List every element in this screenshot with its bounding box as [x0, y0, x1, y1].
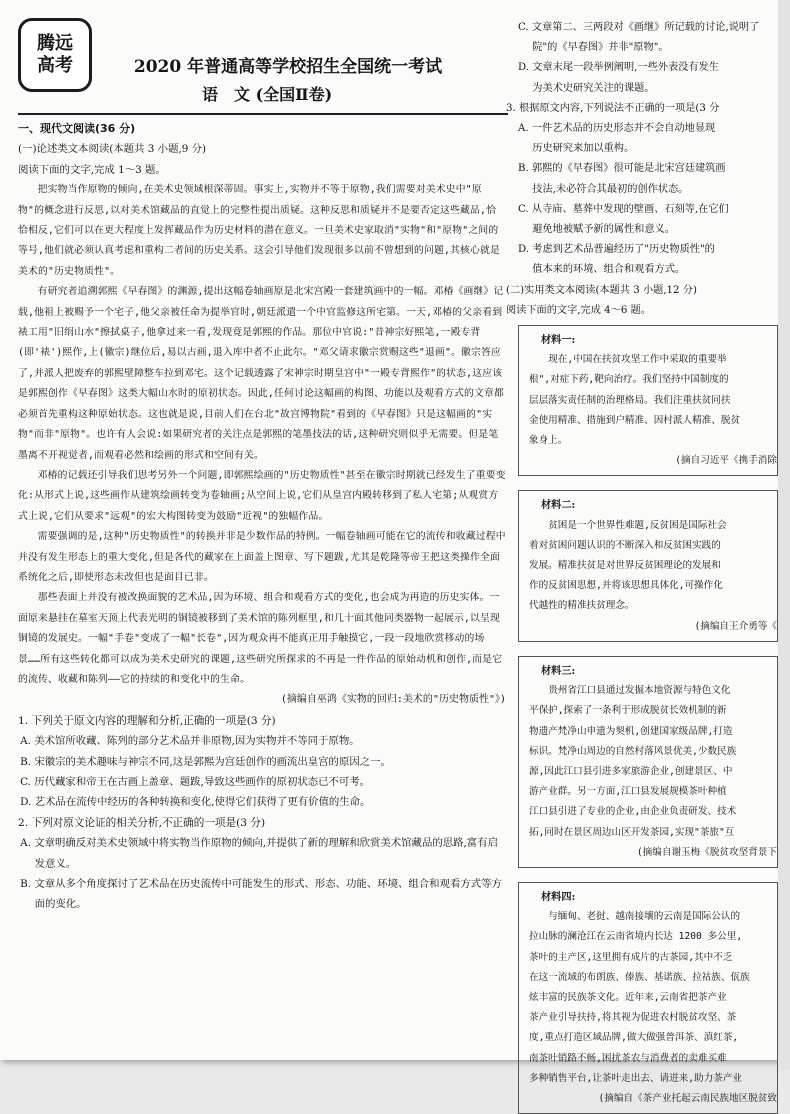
q3-option-a-cont: 历史研究来加以重构。	[532, 143, 635, 155]
material-line: 物遗产梵净山申遗为契机,创建国家级品牌,打造	[529, 725, 733, 737]
material-source: (摘自习近平《携手消除	[675, 455, 777, 467]
q3-option-c: C. 从寺庙、墓葬中发现的壁画、石刻等,在它们	[518, 203, 729, 215]
material-box-3	[518, 656, 778, 868]
material-line: 着对贫困问题认识的不断深入和反贫困实践的	[529, 539, 721, 551]
subject-heading	[202, 82, 332, 105]
material-line: 层层落实责任制的治理格局。我们注重扶贫同扶	[529, 394, 731, 406]
material-line: 多种销售平台,让茶叶走出去、请进来,助力茶产业	[529, 1072, 743, 1084]
logo-text-line1: 腾远	[37, 33, 73, 54]
material-line: 在这一流域的布朗族、傣族、基诺族、拉祜族、佤族	[529, 971, 750, 983]
subsection-title-2: (二)实用类文本阅读(本题共 3 小题,12 分)	[506, 284, 697, 296]
q2-option-c-cont: 院"的《早春图》并非"原物"。	[532, 42, 669, 54]
material-line: 茶产业引导扶持,将其视为促进农村脱贫攻坚、茶	[529, 1012, 737, 1024]
material-line: 现在,中国在扶贫攻坚工作中采取的重要举	[548, 354, 727, 366]
header-divider	[18, 113, 508, 115]
material-line: 象身上。	[529, 435, 568, 447]
material-line: 作的反贫困思想,并将该思想具体化,可操作化	[529, 580, 723, 592]
material-line: 平保护,探索了一条利于形成脱贫长效机制的新	[529, 705, 727, 717]
material-line: 炫丰富的民族茶文化。近年来,云南省把茶产业	[529, 991, 727, 1003]
article-paragraph: 那些表面上并没有被改换面貌的艺术品,因为环境、组合和观看方式的变化,也会成为再造的历史实体。一面原来悬挂在墓室天顶上代表光明的铜镜被移到了美术馆的陈列框里,和几十面其他同类器物一起展示,以呈现铜镜的发展史。一幅"手卷"变成了一幅"长卷",因为观众再不能真正用手触摸它,一段一段地欣赏移动的场景……所有这些转化都可以成为美术史研究的课题,这些研究所探求的不再是一件作品的原始动机和创作,而是它的流传、收藏和陈列——它的持续的和变化中的生命。	[18, 592, 503, 685]
subject-name: 语 文	[202, 85, 251, 104]
article-source: (摘编自巫鸿《实物的回归:美术的"历史物质性"》)	[280, 694, 506, 706]
material-line: 拓,同时在景区周边山区开发茶园,实现"茶旅"互	[529, 826, 735, 838]
q2-option-b: B. 文章从多个角度探讨了艺术品在历史流传中可能发生的形式、形态、功能、环境、组合和观看方式等方面的变化。	[20, 878, 502, 911]
material-box-2	[518, 490, 778, 641]
left-column	[18, 119, 506, 1019]
reading-instruction-1: 阅读下面的文字,完成 1～3 题。	[18, 163, 166, 176]
right-column	[506, 18, 778, 1104]
material-line: 茶叶的主产区,这里拥有成片的古茶园,其中不乏	[529, 951, 733, 963]
subsection-title-1: (一)论述类文本阅读(本题共 3 小题,9 分)	[18, 143, 207, 156]
material-line: 拉山脉的澜沧江在云南省境内长达 1200 多公里,	[529, 931, 743, 943]
q1-option-c: C. 历代藏家和帝王在古画上盖章、题跋,导致这些画作的原初状态已不可考。	[20, 776, 371, 788]
material-line: 标识。梵净山周边的自然村落风景优美,少数民族	[529, 745, 737, 757]
material-line: 游产业群。另一方面,江口县发展规模茶叶种植	[529, 786, 727, 798]
material-line: 源,因此江口县引进多家旅游企业,创建景区、中	[529, 765, 733, 777]
material-box-1	[518, 325, 778, 476]
q3-option-d-cont: 值本来的环境、组合和观看方式。	[532, 264, 686, 276]
material-label: 材料一:	[541, 334, 576, 347]
reading-instruction-2: 阅读下面的文字,完成 4～6 题。	[506, 304, 651, 316]
q2-option-d-cont: 为美术史研究关注的课题。	[532, 82, 655, 94]
material-line: 与缅甸、老挝、越南接壤的云南是国际公认的	[548, 911, 741, 923]
material-line: 代越性的精准扶贫理念。	[529, 600, 635, 612]
article-paragraph: 把实物当作原物的倾向,在美术史领域根深蒂固。事实上,实物并不等于原物,我们需要对美术史中"原物"的概念进行反思,以对美术馆藏品的直觉上的完整性提出质疑。这种反思和质疑并不是要否定这些藏品,恰恰相反,它们可以在更大程度上发挥藏品作为历史材料的潜在意义。一旦美术史家取消"实物"和"原物"之间的等号,他们就必须认真考虑和重构二者间的历史关系。这会引导他们发现很多以前不曾想到的问题,其核心就是美术的"历史物质性"。	[18, 184, 501, 277]
material-label: 材料三:	[541, 664, 576, 677]
question-2: 2. 下列对原文论证的相关分析,不正确的一项是(3 分)	[18, 816, 266, 829]
section-title: 一、现代文阅读(36 分)	[18, 122, 136, 135]
material-source: (摘编自谢玉梅《脱贫攻坚背景下	[636, 846, 777, 858]
material-line: 贫困是一个世界性难题,反贫困是国际社会	[548, 519, 727, 531]
article-paragraph: 有研究者追溯郭熙《早春图》的渊源,提出这幅卷轴画原是北宋宫殿一套建筑画中的一幅。邓椿《画继》记载,他祖上被赐予一个宅子,他父亲被任命为提举官时,朝廷派遣一个中官监修这所宅第。一天,邓椿的父亲看到裱工用"旧绢山水"擦拭桌子,他拿过来一看,发现竟是郭熙的作品。那位中官说:"昔神宗好熙笔,一殿专背(即'裱')熙作,上(徽宗)继位后,易以古画,退入库中者不止此尔。"邓父请求徽宗赏赐这些"退画"。徽宗答应了,并派人把废弃的郭熙壁障整车拉到邓宅。这个记载透露了宋神宗时期皇宫中"一殿专背熙作"的状态,这应该是郭熙创作《早春图》这类大幅山水时的原初状态。因此,任何讨论这幅画的构图、功能以及观看方式的文章都必须首先重构这种原始状态。这也就是说,目前人们在台北"故宫博物院"看到的《早春图》只是这幅画的"实物"而非"原物"。也许有人会说:如果研究者的关注点是郭熙的笔墨技法的话,这种研究则似乎无需要。但是笔墨离不开视觉者,而观看必然和绘画的形式和空间有关。	[18, 286, 504, 461]
material-line: 金使用精准、措施到户精准、因村派人精准、脱贫	[529, 414, 741, 426]
material-line: 发展。精准扶贫是对世界反贫困理论的发展和	[529, 560, 721, 572]
q3-option-b-cont: 技法,未必符合其最初的创作状态。	[532, 183, 689, 195]
material-line: 南茶叶销路不畅,困扰茶农与消费者的卖难买难	[529, 1052, 727, 1064]
material-line: 根",对症下药,靶向治疗。我们坚持中国制度的	[529, 374, 729, 386]
paper-version: (全国Ⅱ卷)	[255, 85, 333, 104]
article-paragraph: 邓椿的记载还引导我们思考另外一个问题,即郭熙绘画的"历史物质性"甚至在徽宗时期就已经发生了重要变化:从形式上说,这些画作从建筑绘画转变为卷轴画;从空间上说,它们从皇宫内殿转移到了私人宅第;从观赏方式上说,它们从要求"远观"的宏大构图转变为鼓励"近视"的独幅作品。	[18, 469, 506, 522]
material-source: (摘编自《茶产业托起云南民族地区脱贫致	[598, 1092, 777, 1104]
q3-option-a: A. 一件艺术品的历史形态并不会自动地显现	[518, 123, 716, 135]
publisher-logo	[18, 18, 92, 92]
q2-option-c: C. 文章第二、三两段对《画继》所记载的讨论,说明了	[518, 22, 760, 33]
q1-option-d: D. 艺术品在流传中经历的各种转换和变化,使得它们获得了更有价值的生命。	[20, 796, 371, 809]
material-source: (摘编自王介勇等《	[694, 620, 777, 632]
material-label: 材料二:	[541, 499, 576, 512]
q2-option-d: D. 文章末尾一段举例阐明,一些外表没有发生	[518, 62, 719, 74]
question-3: 3. 根据原文内容,下列说法不正确的一项是(3 分	[506, 102, 720, 114]
material-line: 江口县引进了专业的企业,由企业负责研发、技术	[529, 806, 737, 818]
question-1: 1. 下列关于原文内容的理解和分析,正确的一项是(3 分)	[18, 714, 276, 727]
material-line: 度,重点打造区域品牌,做大做强普洱茶、滇红茶,	[529, 1032, 739, 1044]
page-edge-shadow	[778, 0, 790, 1070]
q2-option-a: A. 文章明确反对美术史领域中将实物当作原物的倾向,并提供了新的理解和欣赏美术馆藏品的思路,富有启发意义。	[20, 837, 498, 870]
logo-text-line2: 高考	[37, 55, 73, 76]
article-paragraph: 需要强调的是,这种"历史物质性"的转换并非是少数作品的特例。一幅卷轴画可能在它的流传和收藏过程中并没有发生形态上的重大变化,但是各代的藏家在上面盖上图章、写下题跋,尤其是乾隆等帝王把这类操作全面系统化之后,即使形态未改但也是面目已非。	[18, 531, 506, 583]
material-box-4	[518, 882, 778, 1114]
material-label: 材料四:	[541, 890, 576, 903]
q3-option-c-cont: 避免地被赋予新的属性和意义。	[532, 224, 675, 236]
q3-option-d: D. 考虑到艺术品普遍经历了"历史物质性"的	[518, 244, 715, 256]
q1-option-a: A. 美术馆所收藏、陈列的部分艺术品并非原物,因为实物并不等同于原物。	[20, 735, 360, 748]
exam-title: 2020 年普通高等学校招生全国统一考试	[133, 57, 443, 77]
q3-option-b: B. 郭熙的《早春图》很可能是北宋宫廷建筑画	[518, 163, 726, 175]
q1-option-b: B. 宋徽宗的美术趣味与神宗不同,这是郭熙为宫廷创作的画流出皇宫的原因之一。	[20, 755, 391, 768]
material-line: 贵州省江口县通过发掘本地资源与特色文化	[548, 685, 731, 697]
